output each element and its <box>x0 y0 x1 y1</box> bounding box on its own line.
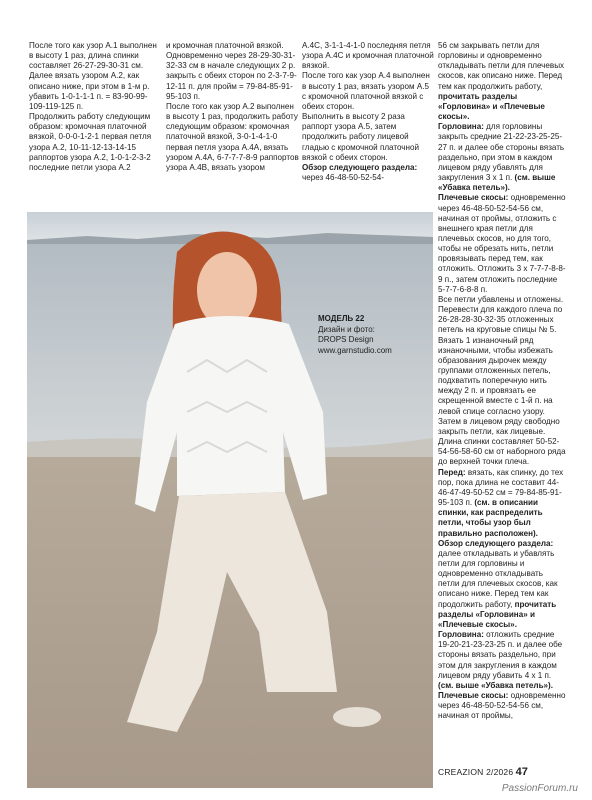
text-column-2 <box>166 41 299 173</box>
page-footer <box>438 766 578 778</box>
section-heading: Перед: <box>438 467 466 477</box>
paragraph: Горловина: для горловины закрыть средние 21-22-23-25-25-27 п. и далее обе стороны вязать раздельно, при этом в каждом лицевом ряду убавлять для закругления 3 х 1 п. (см. выше «Убавка петель»). <box>438 122 565 193</box>
caption-url: www.garnstudio.com <box>318 345 392 355</box>
section-heading: Обзор следующего раздела: <box>438 538 554 548</box>
paragraph: Обзор следующего раздела: через 46-48-50-52-54- <box>302 162 418 183</box>
paragraph: Плечевые скосы: одновременно через 46-48-50-52-54-56 см, начиная от проймы, отложить с внешнего края петли для плечевых скосов, но для того, чтобы не обрезать нить, петли провязывать перед тем, как отложить. Отложить 3 х 7-7-7-8-8-9 п., затем отложить последние 5-7-7-6-8-8 п. <box>438 193 566 294</box>
paragraph: и кромочная платочной вязкой. <box>166 41 284 50</box>
magazine-name: CREAZION 2/2026 <box>438 767 514 777</box>
model-photo <box>27 212 433 788</box>
paragraph: Выполнить в высоту 2 раза раппорт узора А.5, затем продолжить работу лицевой гладью с кромочной платочной вязкой с обеих сторон. <box>302 112 420 162</box>
section-heading: Плечевые скосы: <box>438 193 509 203</box>
paragraph: Плечевые скосы: одновременно через 46-48-50-52-54-56 см, начиная от проймы, <box>438 691 566 721</box>
section-heading: Горловина: <box>438 122 484 132</box>
paragraph: Одновременно через 28-29-30-31-32-33 см в начале следующих 2 р. закрыть с обеих сторон по 2-3-7-9-12-11 п. для пройм = 79-84-85-91-95-103 п. <box>166 51 297 101</box>
paragraph: Горловина: отложить средние 19-20-21-23-23-25 п. и далее обе стороны вязать раздельно, при этом для закругления в каждом лицевом ряду убавить 4 х 1 п. (см. выше «Убавка петель»). <box>438 630 563 690</box>
paragraph: А.4С, 3-1-1-4-1-0 последняя петля узора А.4С и кромочная платочной вязкой. <box>302 41 434 71</box>
paragraph: После того как узор А.1 выполнен в высоту 1 раз, длина спинки составляет 26-27-29-30-31 см. <box>29 41 157 71</box>
paragraph: Перед: вязать, как спинку, до тех пор, пока длина не составит 44-46-47-49-50-52 см = 79-84-85-91-95-103 п. (см. в описании спинки, как распределить петли, чтобы узор был правильно расположен). <box>438 467 564 538</box>
paragraph: Продолжить работу следующим образом: кромочная платочной вязкой, 0-0-0-1-2-1 первая петля узора А.2, 10-11-12-13-14-15 раппортов узора А.2, 1-0-1-2-3-2 последние петли узора А.2 <box>29 112 152 172</box>
page-number: 47 <box>515 766 528 778</box>
photo-caption <box>318 314 436 356</box>
beach-scene-illustration <box>27 212 433 788</box>
paragraph: После того как узор А.4 выполнен в высоту 1 раз, вязать узором А.5 с кромочной платочной вязкой с обеих сторон. <box>302 71 430 111</box>
text-column-1 <box>29 41 163 173</box>
watermark: PassionForum.ru <box>501 783 578 794</box>
paragraph: Все петли убавлены и отложены. <box>438 294 564 304</box>
text-column-3 <box>302 41 435 183</box>
section-heading: Горловина: <box>438 630 484 640</box>
model-title: МОДЕЛЬ 22 <box>318 314 365 323</box>
paragraph: Вязать 1 изнаночный ряд изнаночными, чтобы избежать образования дырочек между группами отложенных петель, подхватить поперечную нить между 2 п. и провязать ее скрещенной вместе с 1-й п. на левой спице согласно узору. Затем в лицевом ряду свободно закрыть петли, как лицевые. Длина спинки составляет 50-52-54-56-58-60 см от наборного ряда до верхней точки плеча. <box>438 335 566 467</box>
caption-line: DROPS Design <box>318 335 374 344</box>
paragraph: Обзор следующего раздела: далее откладывать и убавлять петли для горловины и одновременно откладывать петли для плечевых скосов, как описано ниже. Перед тем как продолжить работу, прочитать разделы «Горловина» и «Плечевые скосы». <box>438 538 558 629</box>
section-heading: Плечевые скосы: <box>438 691 509 700</box>
text-column-4 <box>438 41 566 721</box>
section-heading: Обзор следующего раздела: <box>302 162 418 172</box>
caption-line: Дизайн и фото: <box>318 324 375 334</box>
paragraph: Далее вязать узором А.2, как описано ниже, при этом в 1-м р. убавить 1-0-1-1-1 п. = 83-90-99-109-119-125 п. <box>29 71 150 111</box>
paragraph: Перевести для каждого плеча по 26-28-28-30-32-35 отложенных петель на круговые спицы № 5. <box>438 305 563 335</box>
paragraph: После того как узор А.2 выполнен в высоту 1 раз, продолжить работу следующим образом: кромочная платочной вязкой, 3-0-1-4-1-0 первая петля узора А.4А, вязать узором А.4А, 6-7-7-7-8-9 раппортов узора А.4В, вязать узором <box>166 101 299 172</box>
paragraph: 56 см закрывать петли для горловины и одновременно откладывать петли для плечевых скосов, как описано ниже. Перед тем как продолжить работу, прочитать разделы «Горловина» и «Плечевые скосы». <box>438 41 565 122</box>
